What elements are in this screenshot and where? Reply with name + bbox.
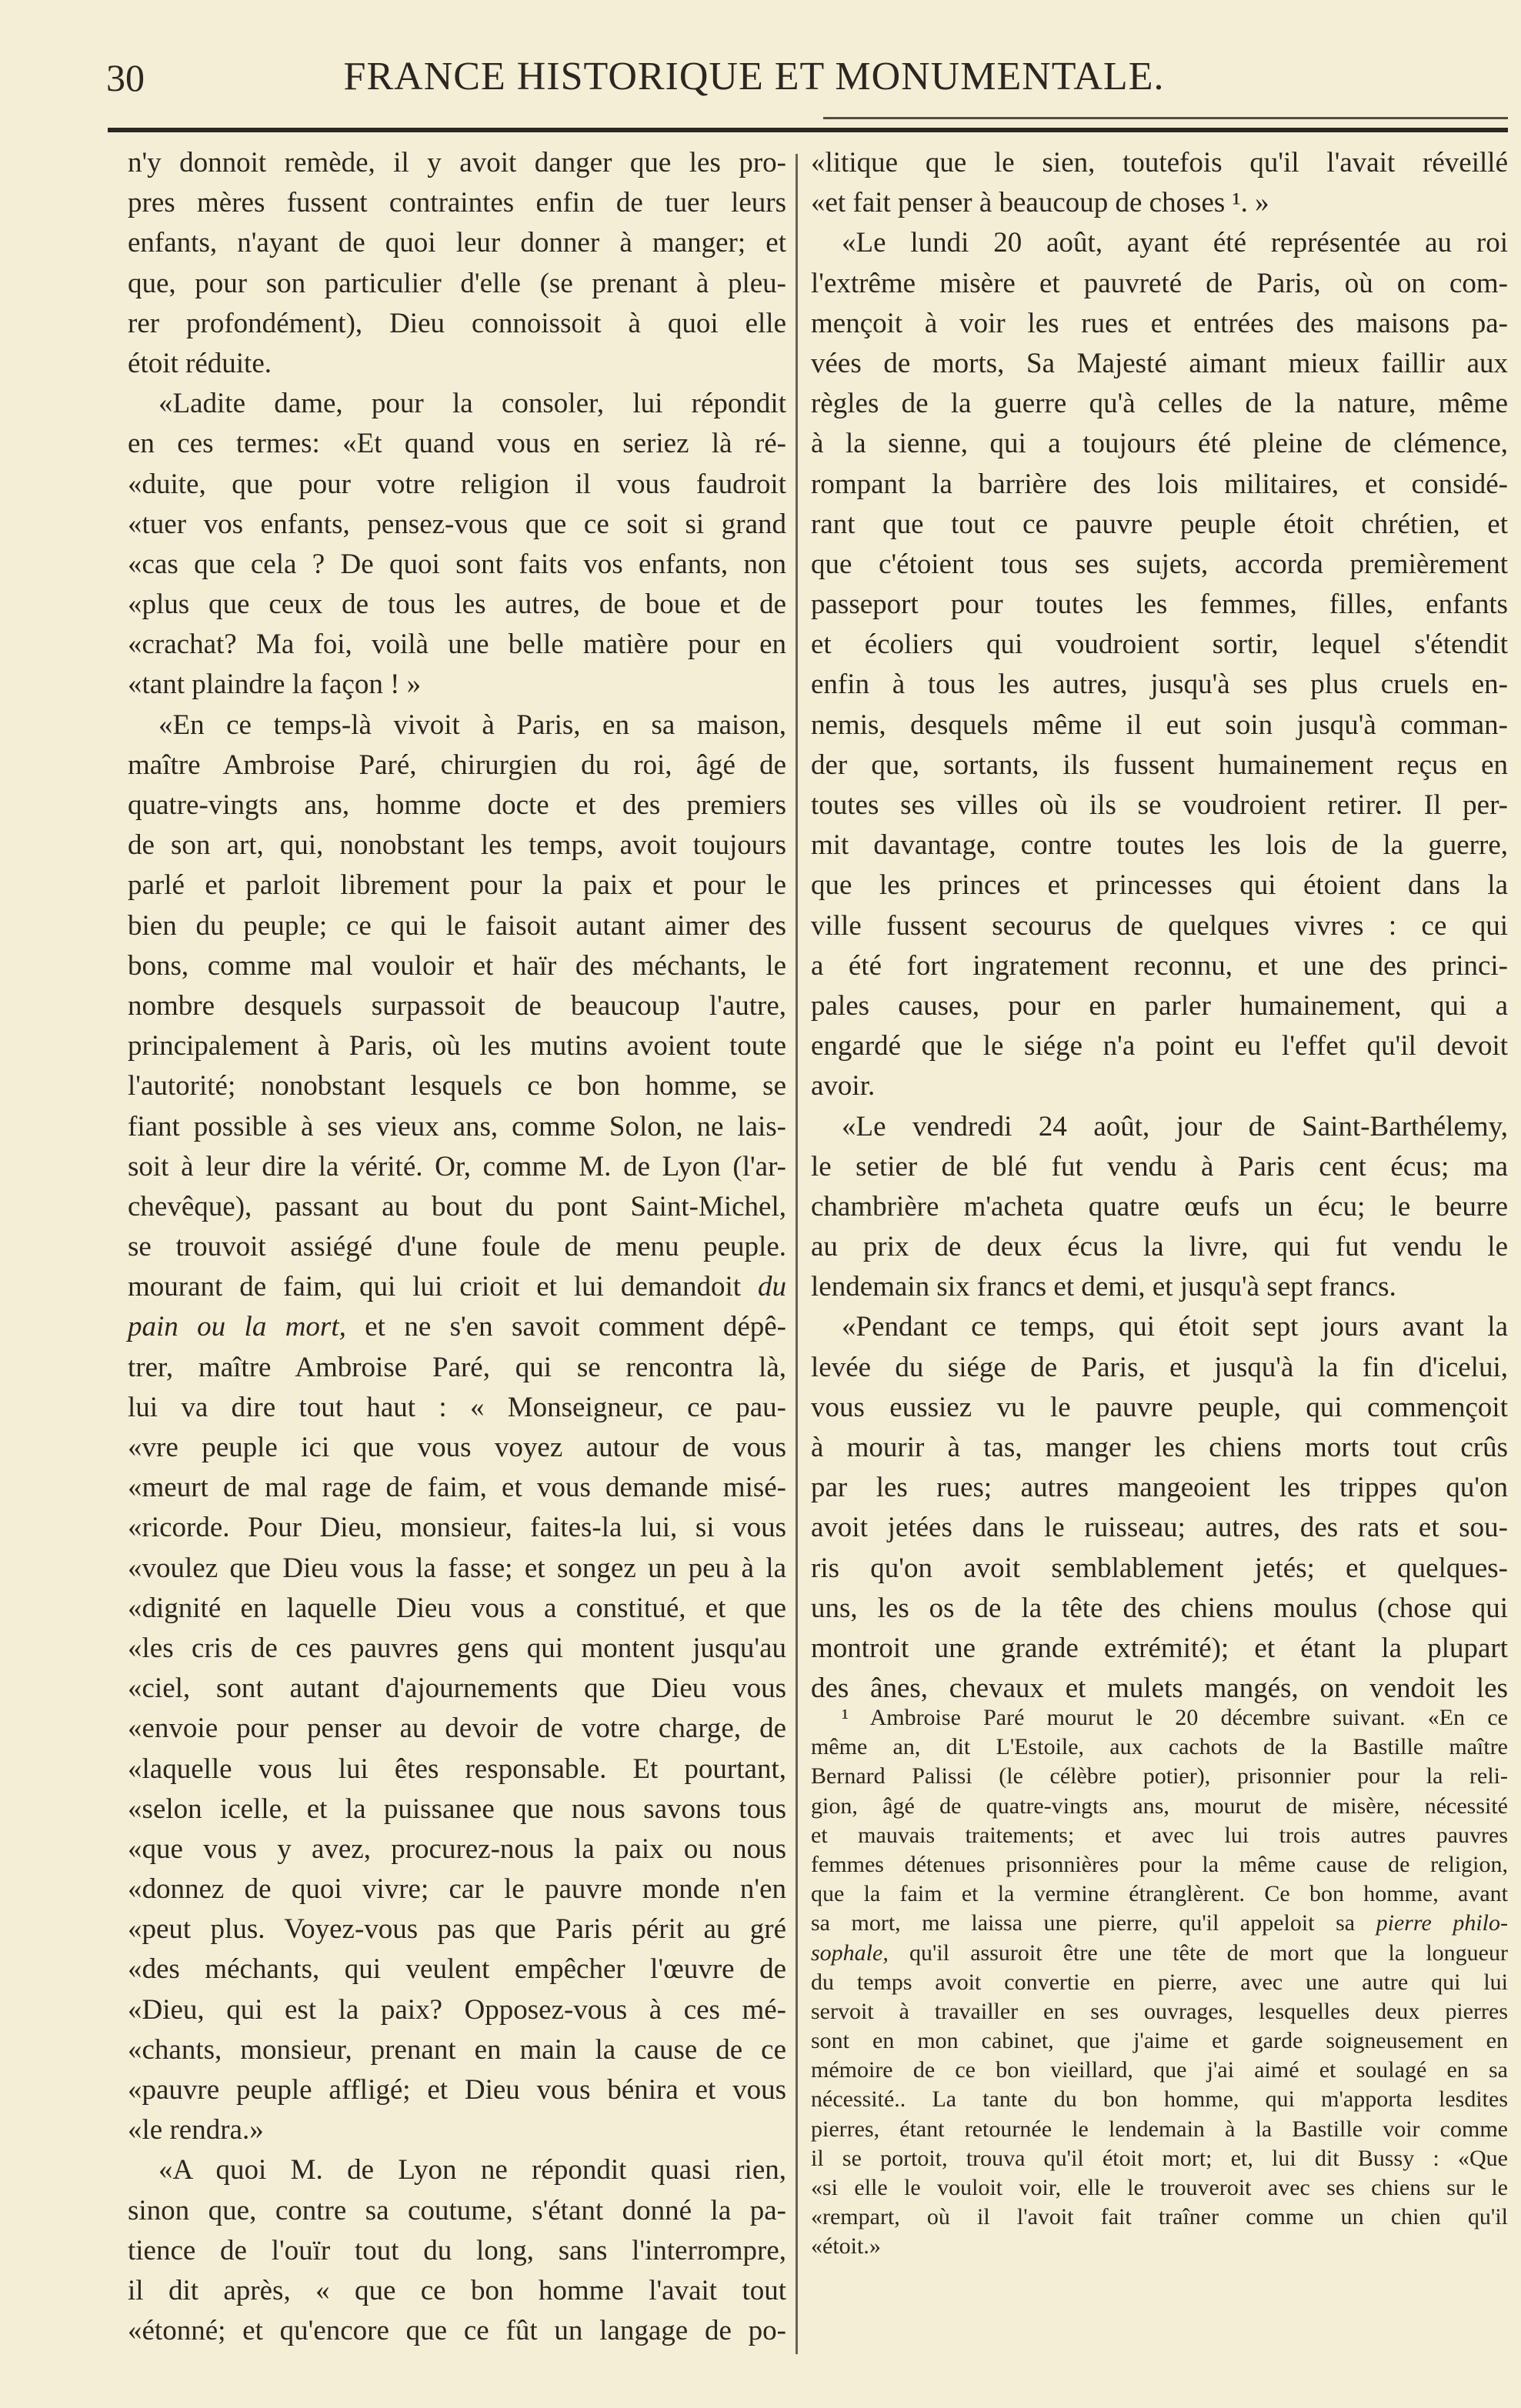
text-line: sinon que, contre sa coutume, s'étant donné la pa- [128, 2194, 786, 2226]
text-line: enfin à tous les autres, jusqu'à ses plus cruels en- [811, 669, 1508, 701]
text-line: à mourir à tas, manger les chiens morts tout crûs [811, 1432, 1508, 1463]
text-line: «Pendant ce temps, qui étoit sept jours avant la [842, 1311, 1508, 1343]
text-line [128, 1267, 786, 1307]
text-line [128, 1307, 786, 1347]
text-line: rer profondément), Dieu connoissoit à quoi elle [128, 307, 786, 339]
text-line: parlé et parloit librement pour la paix et pour le [128, 869, 786, 902]
text-line: «duite, que pour votre religion il vous faudroit [128, 468, 786, 500]
text-line: maître Ambroise Paré, chirurgien du roi, âgé de [128, 749, 786, 781]
text-line: lendemain six francs et demi, et jusqu'à sept francs. [811, 1271, 1396, 1303]
text-line [811, 1909, 1508, 1938]
text-line: «voulez que Dieu vous la fasse; et songez un peu à la [128, 1552, 786, 1584]
text-line: «envoie pour penser au devoir de votre charge, de [128, 1713, 786, 1745]
text-line [811, 1939, 1508, 1968]
text-line: «tant plaindre la façon ! » [128, 669, 422, 701]
right-column [811, 143, 1508, 1709]
text-line: principalement à Paris, où les mutins avoient toute [128, 1030, 786, 1062]
text-line: que, pour son particulier d'elle (se prenant à pleu- [128, 267, 786, 299]
text-line: mémoire de ce bon vieillard, que j'ai aimé et soulagé en sa [811, 2057, 1508, 2083]
text-line: n'y donnoit remède, il y avoit danger que les pro- [128, 147, 786, 178]
text-line: «crachat? Ma foi, voilà une belle matière pour en [128, 629, 786, 661]
column-divider [796, 154, 798, 2354]
text-line: «étonné; et qu'encore que ce fût un langage de po- [128, 2315, 786, 2347]
text-line: engardé que le siége n'a point eu l'effet qu'il devoit [811, 1030, 1508, 1062]
text-line: pierres, étant retournée le lendemain à la Bastille voir comme [811, 2116, 1508, 2142]
text-line: avoit jetées dans le ruisseau; autres, des rats et sou- [811, 1512, 1508, 1544]
text-line: que c'étoient tous ses sujets, accorda premièrement [811, 548, 1508, 580]
text-line: «et fait penser à beaucoup de choses ¹. » [811, 187, 1269, 219]
text-line: quatre-vingts ans, homme docte et des premiers [128, 789, 786, 821]
text-line: «donnez de quoi vivre; car le pauvre monde n'en [128, 1873, 786, 1906]
paragraph [128, 384, 786, 705]
text-line: pres mères fussent contraintes enfin de tuer leurs [128, 187, 786, 219]
text-segment: mourant de faim, qui lui crioit et lui demandoit [128, 1271, 758, 1303]
text-line: et écoliers qui voudroient sortir, lequel s'étendit [811, 629, 1508, 661]
text-line: nombre desquels surpassoit de beaucoup l'autre, [128, 989, 786, 1022]
text-line: il se portoit, trouva qu'il étoit mort; et, lui dit Bussy : «Que [811, 2145, 1508, 2171]
text-line: «plus que ceux de tous les autres, de boue et de [128, 589, 786, 621]
italic-text: du [758, 1271, 786, 1303]
text-line: «Le lundi 20 août, ayant été représentée au roi [842, 227, 1508, 259]
italic-text: sophale, [811, 1939, 889, 1966]
paragraph [811, 1107, 1508, 1308]
text-segment: sa mort, me laissa une pierre, qu'il appeloit sa [811, 1910, 1376, 1936]
text-line: du temps avoit convertie en pierre, avec une autre qui lui [811, 1969, 1508, 1995]
text-line: uns, les os de la tête des chiens moulus (chose qui [811, 1592, 1508, 1624]
text-line: levée du siége de Paris, et jusqu'à la fin d'icelui, [811, 1351, 1508, 1383]
text-line: «chants, monsieur, prenant en main la cause de ce [128, 2033, 786, 2066]
text-line: l'autorité; nonobstant lesquels ce bon homme, se [128, 1070, 786, 1102]
text-line: «les cris de ces pauvres gens qui montent jusqu'au [128, 1632, 786, 1664]
text-line: femmes détenues prisonnières pour la même cause de religion, [811, 1851, 1508, 1877]
left-column [128, 143, 786, 2351]
text-line: «cas que cela ? De quoi sont faits vos enfants, non [128, 548, 786, 580]
text-line: vées de morts, Sa Majesté aimant mieux faillir aux [811, 347, 1508, 379]
text-line: étoit réduite. [128, 347, 272, 379]
text-line: nemis, desquels même il eut soin jusqu'à comman- [811, 709, 1508, 741]
text-line: même an, dit L'Estoile, aux cachots de la Bastille maître [811, 1734, 1508, 1760]
text-line: «si elle le vouloit voir, elle le trouveroit avec ses chiens sur le [811, 2175, 1508, 2200]
text-line: a été fort ingratement reconnu, et une des princi- [811, 949, 1508, 982]
text-line: se trouvoit assiégé d'une foule de menu peuple. [128, 1231, 786, 1263]
text-line: «A quoi M. de Lyon ne répondit quasi rien, [158, 2154, 786, 2186]
text-line: soit à leur dire la vérité. Or, comme M. de Lyon (l'ar- [128, 1150, 786, 1182]
text-line: «Le vendredi 24 août, jour de Saint-Barthélemy, [842, 1110, 1508, 1142]
text-line: que la faim et la vermine étranglèrent. Ce bon homme, avant [811, 1881, 1508, 1907]
running-title: FRANCE HISTORIQUE ET MONUMENTALE. [343, 55, 1165, 98]
text-line: en ces termes: «Et quand vous en seriez là ré- [128, 428, 786, 460]
text-line: que les princes et princesses qui étoient dans la [811, 869, 1508, 902]
paragraph [811, 223, 1508, 1106]
text-line: «pauvre peuple affligé; et Dieu vous bénira et vous [128, 2074, 786, 2106]
text-line: règles de la guerre qu'à celles de la nature, même [811, 388, 1508, 420]
text-line: sont en mon cabinet, que j'aime et garde soigneusement en [811, 2028, 1508, 2054]
text-line: fiant possible à ses vieux ans, comme Solon, ne lais- [128, 1110, 786, 1142]
text-line: «En ce temps-là vivoit à Paris, en sa maison, [158, 709, 786, 741]
text-line: lui va dire tout haut : « Monseigneur, ce pau- [128, 1391, 786, 1423]
text-line: rompant la barrière des lois militaires, et considé- [811, 468, 1508, 500]
text-line: Bernard Palissi (le célèbre potier), prisonnier pour la reli- [811, 1763, 1508, 1789]
text-line: rant que tout ce pauvre peuple étoit chrétien, et [811, 508, 1508, 540]
text-line: servoit à travailler en ses ouvrages, lesquelles deux pierres [811, 1998, 1508, 2024]
text-line: «peut plus. Voyez-vous pas que Paris périt au gré [128, 1913, 786, 1946]
header-rule [108, 128, 1508, 132]
text-line: vous eussiez vu le pauvre peuple, qui commençoit [811, 1391, 1508, 1423]
text-line: ¹ Ambroise Paré mourut le 20 décembre suivant. «En ce [842, 1705, 1508, 1730]
text-line: nécessité.. La tante du bon homme, qui m'apporta lesdites [811, 2086, 1508, 2113]
text-line: et mauvais traitements; et avec lui trois autres pauvres [811, 1822, 1508, 1848]
text-line: au prix de deux écus la livre, qui fut vendu le [811, 1231, 1508, 1263]
text-line: «Ladite dame, pour la consoler, lui répondit [158, 388, 786, 420]
text-line: gion, âgé de quatre-vingts ans, mourut de misère, nécessité [811, 1793, 1508, 1819]
text-line: «selon icelle, et la puissanee que nous savons tous [128, 1793, 786, 1825]
text-line: der que, sortants, ils fussent humainement reçus en [811, 749, 1508, 781]
text-line: ris qu'on avoit semblablement jetés; et quelques- [811, 1552, 1508, 1584]
text-line: à la sienne, qui a toujours été pleine de clémence, [811, 428, 1508, 460]
text-line: tience de l'ouïr tout du long, sans l'interrompre, [128, 2234, 786, 2266]
text-line: enfants, n'ayant de quoi leur donner à manger; et [128, 227, 786, 259]
text-line: mençoit à voir les rues et entrées des maisons pa- [811, 307, 1508, 339]
text-line: chevêque), passant au bout du pont Saint-Michel, [128, 1190, 786, 1222]
text-line: le setier de blé fut vendu à Paris cent écus; ma [811, 1150, 1508, 1182]
text-line: «ricorde. Pour Dieu, monsieur, faites-la lui, si vous [128, 1512, 786, 1544]
text-line: il dit après, « que ce bon homme l'avait tout [128, 2274, 786, 2306]
text-line: bons, comme mal vouloir et haïr des méchants, le [128, 949, 786, 982]
text-line: «tuer vos enfants, pensez-vous que ce soit si grand [128, 508, 786, 540]
italic-text: pain ou la mort, [128, 1311, 346, 1343]
text-line: bien du peuple; ce qui le faisoit autant aimer des [128, 909, 786, 942]
text-line: de son art, qui, nonobstant les temps, avoit toujours [128, 829, 786, 862]
footnote [811, 1703, 1508, 2262]
text-line: «le rendra.» [128, 2114, 264, 2146]
paragraph [128, 143, 786, 384]
text-line: des ânes, chevaux et mulets mangés, on vendoit les [811, 1673, 1508, 1705]
page-number: 30 [106, 56, 145, 99]
text-line: par les rues; autres mangeoient les trippes qu'on [811, 1472, 1508, 1504]
text-line: «étoit.» [811, 2233, 881, 2260]
text-line: «Dieu, qui est la paix? Opposez-vous à ces mé- [128, 1993, 786, 2026]
text-line: avoir. [811, 1070, 876, 1102]
text-line: pales causes, pour en parler humainement, qui a [811, 989, 1508, 1022]
paragraph [811, 1703, 1508, 2262]
text-line: l'extrême misère et pauvreté de Paris, où on com- [811, 267, 1508, 299]
text-segment: qu'il assuroit être une tête de mort que la longueur [888, 1939, 1508, 1966]
paragraph [811, 143, 1508, 223]
text-line: «ciel, sont autant d'ajournements que Dieu vous [128, 1673, 786, 1705]
text-line: «laquelle vous lui êtes responsable. Et pourtant, [128, 1753, 786, 1785]
text-line: «vre peuple ici que vous voyez autour de vous [128, 1432, 786, 1463]
italic-text: pierre philo- [1376, 1910, 1508, 1936]
text-line: montroit une grande extrémité); et étant la plupart [811, 1632, 1508, 1664]
text-line: «dignité en laquelle Dieu vous a constitué, et que [128, 1592, 786, 1624]
header-rule-thin [823, 117, 1508, 119]
text-line: «meurt de mal rage de faim, et vous demande misé- [128, 1472, 786, 1504]
text-line: passeport pour toutes les femmes, filles, enfants [811, 589, 1508, 621]
paragraph [811, 1307, 1508, 1709]
text-line: chambrière m'acheta quatre œufs un écu; le beurre [811, 1190, 1508, 1222]
paragraph [128, 705, 786, 2151]
text-line: mit davantage, contre toutes les lois de la guerre, [811, 829, 1508, 862]
text-segment: et ne s'en savoit comment dépê- [345, 1311, 786, 1343]
text-line: trer, maître Ambroise Paré, qui se rencontra là, [128, 1351, 786, 1383]
text-line: toutes ses villes où ils se voudroient retirer. Il per- [811, 789, 1508, 821]
paragraph [128, 2150, 786, 2351]
text-line: «que vous y avez, procurez-nous la paix ou nous [128, 1833, 786, 1865]
text-line: «litique que le sien, toutefois qu'il l'avait réveillé [811, 147, 1508, 178]
text-line: ville fussent secourus de quelques vivres : ce qui [811, 909, 1508, 942]
text-line: «rempart, où il l'avoit fait traîner comme un chien qu'il [811, 2204, 1508, 2230]
text-line: «des méchants, qui veulent empêcher l'œuvre de [128, 1953, 786, 1986]
